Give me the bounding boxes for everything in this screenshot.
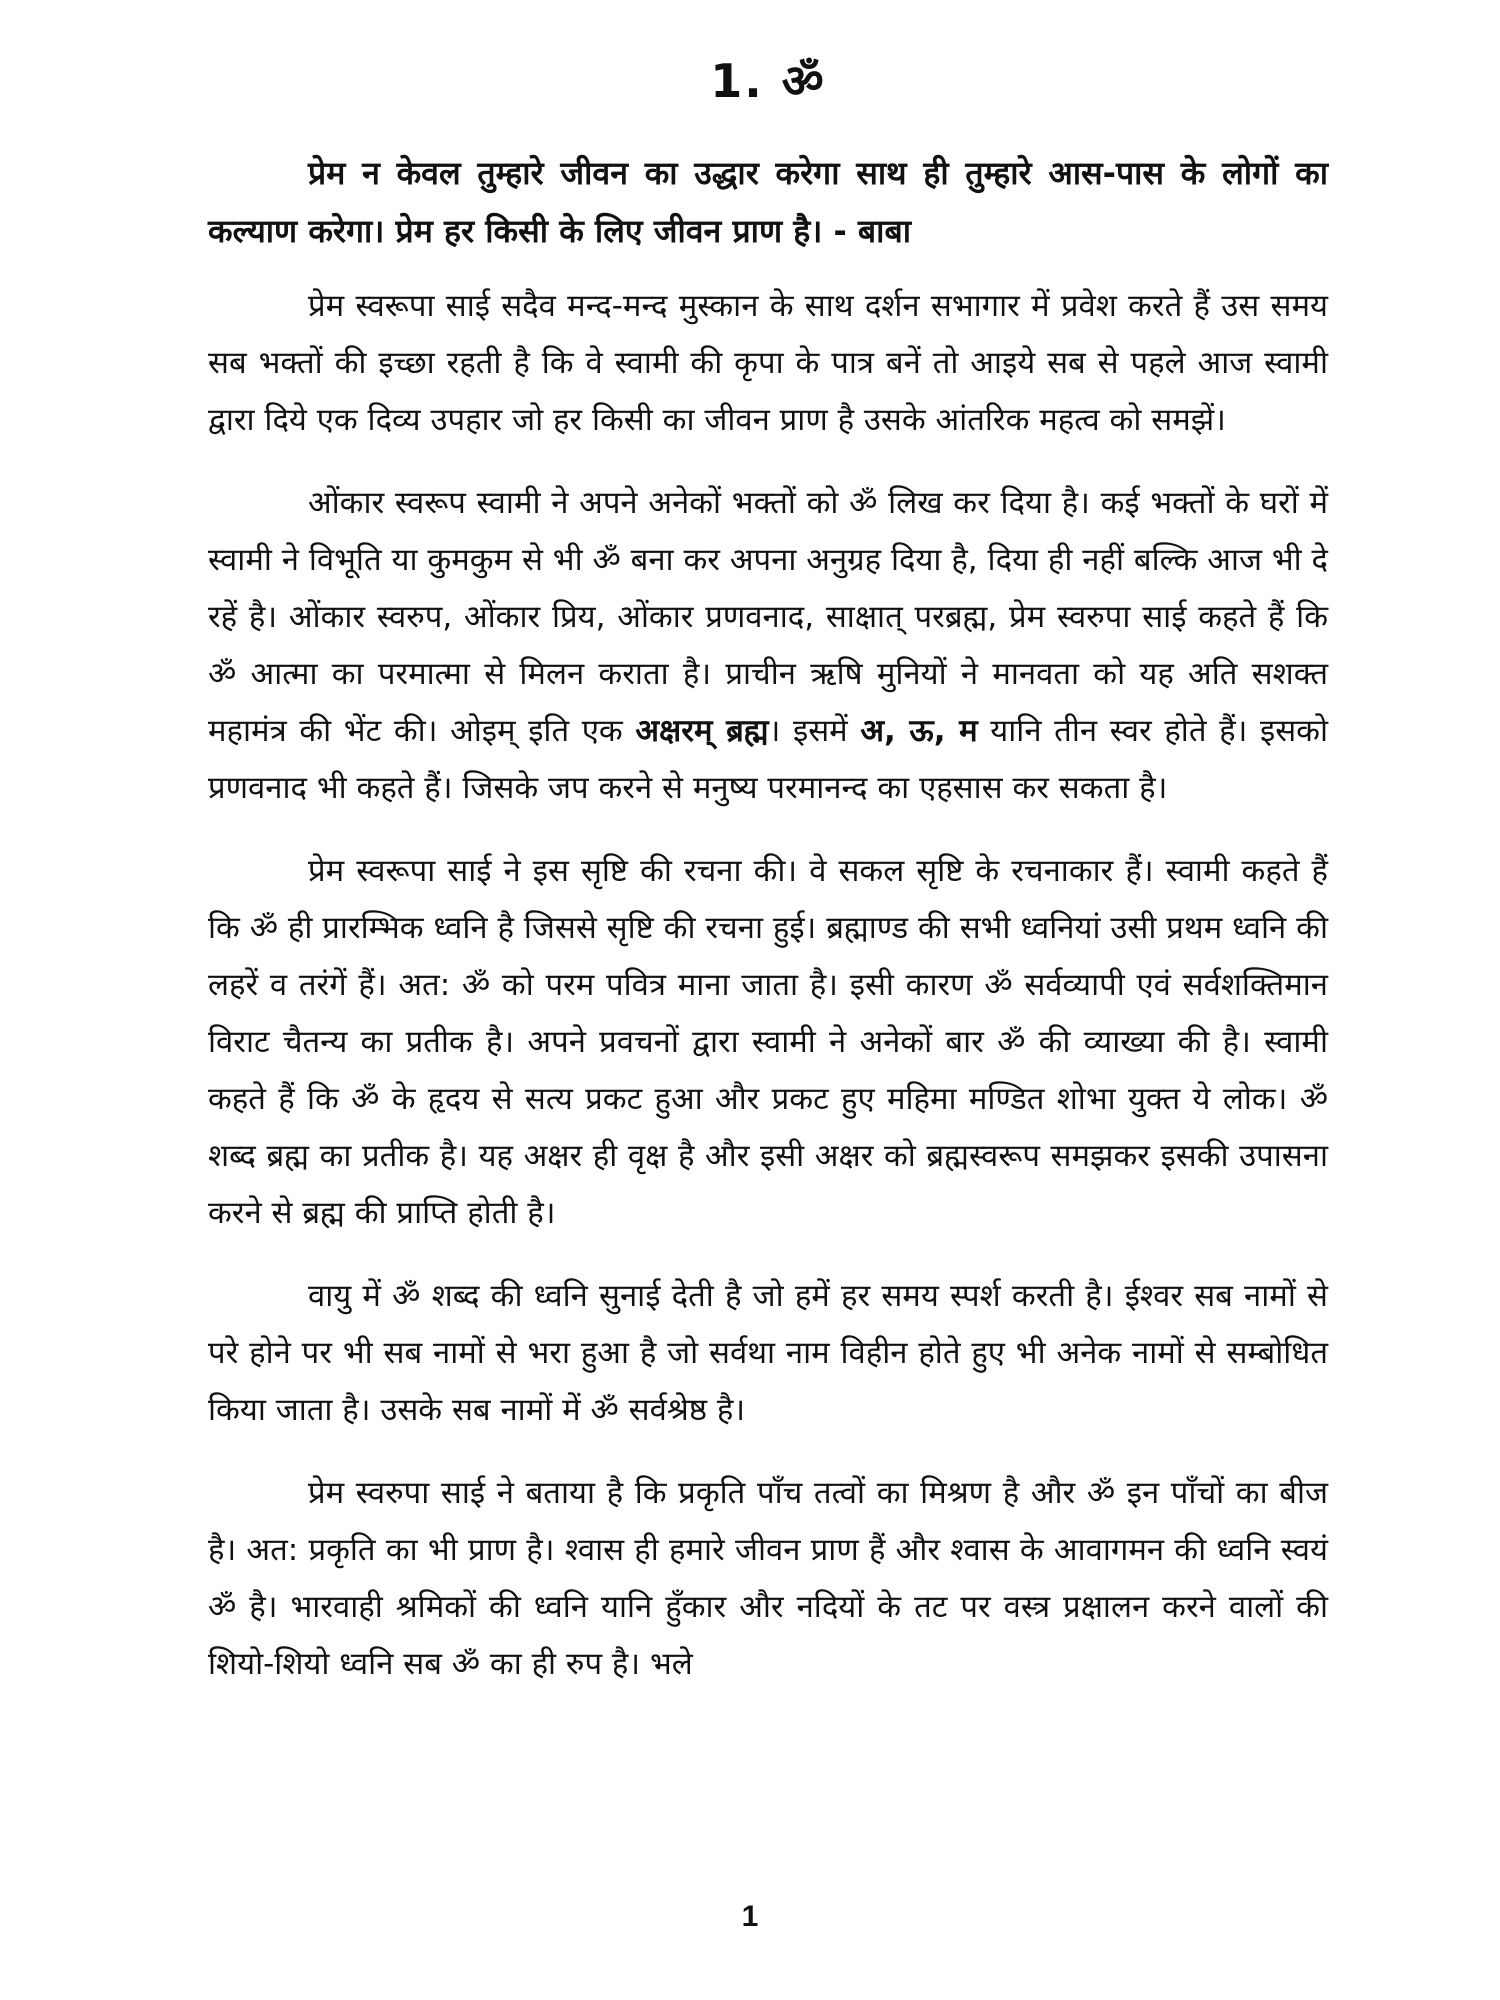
paragraph-5: प्रेम स्वरुपा साई ने बताया है कि प्रकृति पाँच तत्वों का मिश्रण है और ॐ इन पाँचों का बीज है। अत: प्रकृति का भी प्राण है। श्वास ही हमारे जीवन प्राण हैं और श्वास के आवागमन की ध्वनि स्वयं ॐ है। भारवाही श्रमिकों की ध्वनि यानि हुँकार और नदियों के तट पर वस्त्र प्रक्षालन करने वालों की शियो-शियो ध्वनि सब ॐ का ही रुप है। भले xyxy=(208,1475,1328,1682)
paragraph-2-bold-phrase: अक्षरम् ब्रह्म xyxy=(635,713,769,749)
chapter-heading: 1. ॐ xyxy=(710,54,826,108)
paragraph-2-text-middle: । इसमें xyxy=(768,713,861,749)
paragraph-2-text-before: ओंकार स्वरूप स्वामी ने अपने अनेकों भक्तों को ॐ लिख कर दिया है। कई भक्तों के घरों में स्वामी ने विभूति या कुमकुम से भी ॐ बना कर अपना अनुग्रह दिया है, दिया ही नहीं बल्कि आज भी दे रहें है। ओंकार स्वरुप, ओंकार प्रिय, ओंकार प्रणवनाद, साक्षात् परब्रह्म, प्रेम स्वरुपा साई कहते हैं कि ॐ आत्मा का परमात्मा से मिलन कराता है। प्राचीन ऋषि मुनियों ने मानवता को यह अति सशक्त महामंत्र की भेंट की। ओइम् इति एक xyxy=(208,485,1328,749)
paragraph-3: प्रेम स्वरूपा साई ने इस सृष्टि की रचना की। वे सकल सृष्टि के रचनाकार हैं। स्वामी कहते हैं कि ॐ ही प्रारम्भिक ध्वनि है जिससे सृष्टि की रचना हुई। ब्रह्माण्ड की सभी ध्वनियां उसी प्रथम ध्वनि की लहरें व तरंगें हैं। अत: ॐ को परम पवित्र माना जाता है। इसी कारण ॐ सर्वव्यापी एवं सर्वशक्तिमान विराट चैतन्य का प्रतीक है। अपने प्रवचनों द्वारा स्वामी ने अनेकों बार ॐ की व्याख्या की है। स्वामी कहते हैं कि ॐ के हृदय से सत्य प्रकट हुआ और प्रकट हुए महिमा मण्डित शोभा युक्त ये लोक। ॐ शब्द ब्रह्म का प्रतीक है। यह अक्षर ही वृक्ष है और इसी अक्षर को ब्रह्मस्वरूप समझकर इसकी उपासना करने से ब्रह्म की प्राप्ति होती है। xyxy=(208,853,1328,1231)
paragraph-2-bold-letters: अ, ऊ, म xyxy=(860,713,978,749)
paragraph-4: वायु में ॐ शब्द की ध्वनि सुनाई देती है जो हमें हर समय स्पर्श करती है। ईश्वर सब नामों से परे होने पर भी सब नामों से भरा हुआ है जो सर्वथा नाम विहीन होते हुए भी अनेक नामों से सम्बोधित किया जाता है। उसके सब नामों में ॐ सर्वश्रेष्ठ है। xyxy=(208,1278,1328,1428)
paragraph-2-text-after: यानि तीन स्वर होते हैं। इसको प्रणवनाद भी कहते हैं। जिसके जप करने से मनुष्य परमानन्द का एहसास कर सकता है। xyxy=(208,713,1328,806)
document-page xyxy=(208,40,1328,1980)
paragraph-1: प्रेम स्वरूपा साई सदैव मन्द-मन्द मुस्कान के साथ दर्शन सभागार में प्रवेश करते हैं उस समय सब भक्तों की इच्छा रहती है कि वे स्वामी की कृपा के पात्र बनें तो आइये सब से पहले आज स्वामी द्वारा दिये एक दिव्य उपहार जो हर किसी का जीवन प्राण है उसके आंतरिक महत्व को समझें। xyxy=(208,288,1328,438)
epigraph-quote: प्रेम न केवल तुम्हारे जीवन का उद्धार करेगा साथ ही तुम्हारे आस-पास के लोगों का कल्याण करेगा। प्रेम हर किसी के लिए जीवन प्राण है। - बाबा xyxy=(208,154,1328,250)
page-number: 1 xyxy=(741,1900,759,1933)
paragraph-2 xyxy=(208,475,1328,817)
